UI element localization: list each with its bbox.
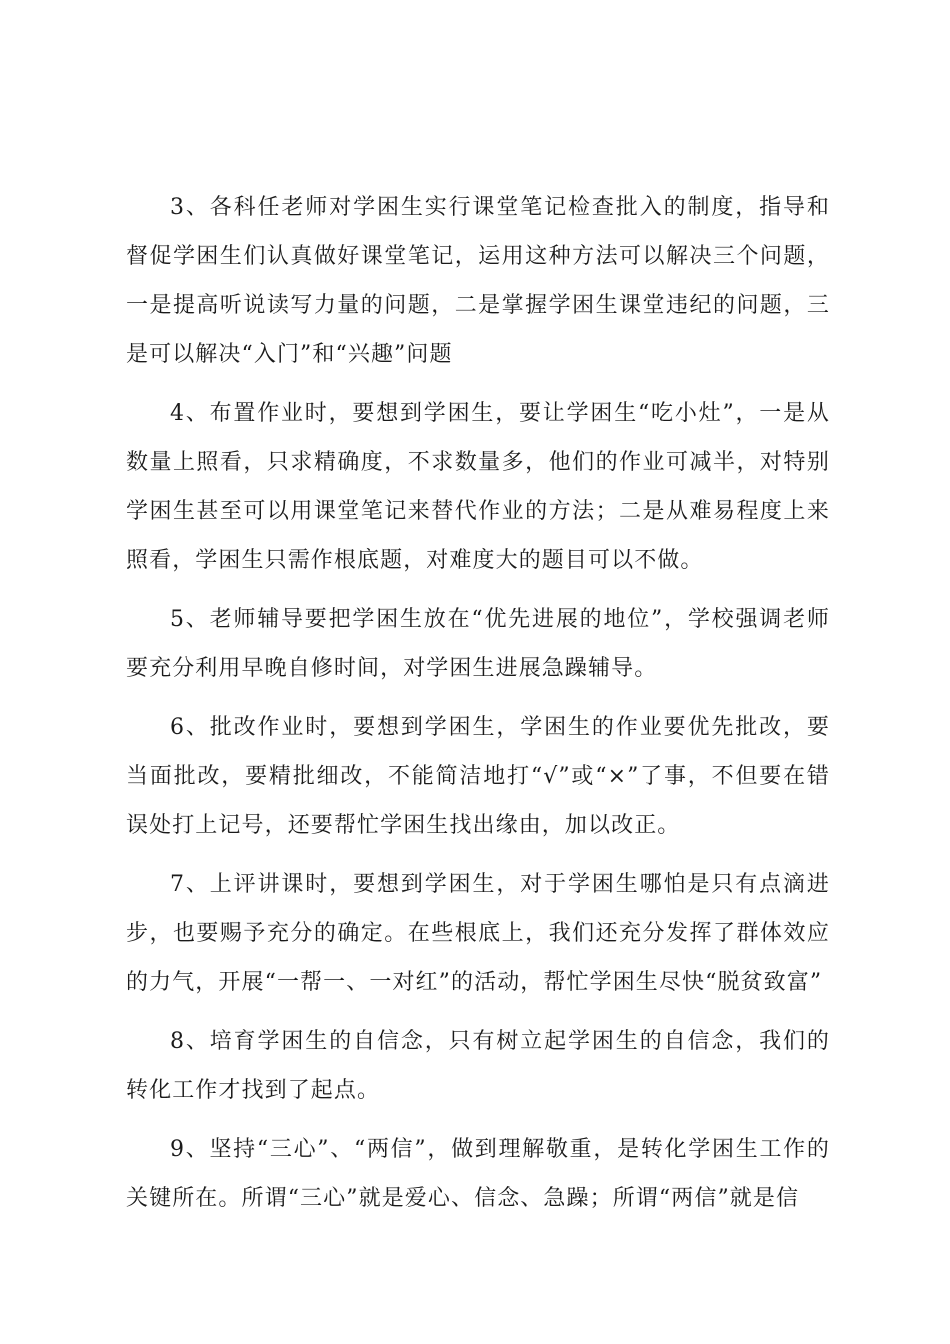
paragraph-item-9: 9、坚持“三心”、“两信”，做到理解敬重，是转化学困生工作的关键所在。所谓“三心”就是爱心、信念、急躁；所谓“两信”就是信 [126, 1137, 830, 1211]
document-body [126, 183, 830, 1233]
paragraph-item-3: 3、各科任老师对学困生实行课堂笔记检查批入的制度，指导和督促学困生们认真做好课堂笔记，运用这种方法可以解决三个问题，一是提高听说读写力量的问题，二是掌握学困生课堂违纪的问题，三是可以解决“入门”和“兴趣”问题 [126, 195, 830, 367]
paragraph-item-6: 6、批改作业时，要想到学困生，学困生的作业要优先批改，要当面批改，要精批细改，不能简洁地打“√”或“×”了事，不但要在错误处打上记号，还要帮忙学困生找出缘由，加以改正。 [126, 715, 830, 838]
paragraph-item-4: 4、布置作业时，要想到学困生，要让学困生“吃小灶”，一是从数量上照看，只求精确度，不求数量多，他们的作业可减半，对特别学困生甚至可以用课堂笔记来替代作业的方法；二是从难易程度上来照看，学困生只需作根底题，对难度大的题目可以不做。 [126, 401, 830, 573]
paragraph-item-5: 5、老师辅导要把学困生放在“优先进展的地位”，学校强调老师要充分利用早晚自修时间，对学困生进展急躁辅导。 [126, 607, 830, 681]
paragraph-item-8: 8、培育学困生的自信念，只有树立起学困生的自信念，我们的转化工作才找到了起点。 [126, 1029, 830, 1103]
paragraph-item-7: 7、上评讲课时，要想到学困生，对于学困生哪怕是只有点滴进步，也要赐予充分的确定。在些根底上，我们还充分发挥了群体效应的力气，开展“一帮一、一对红”的活动，帮忙学困生尽快“脱贫致富” [126, 872, 830, 995]
